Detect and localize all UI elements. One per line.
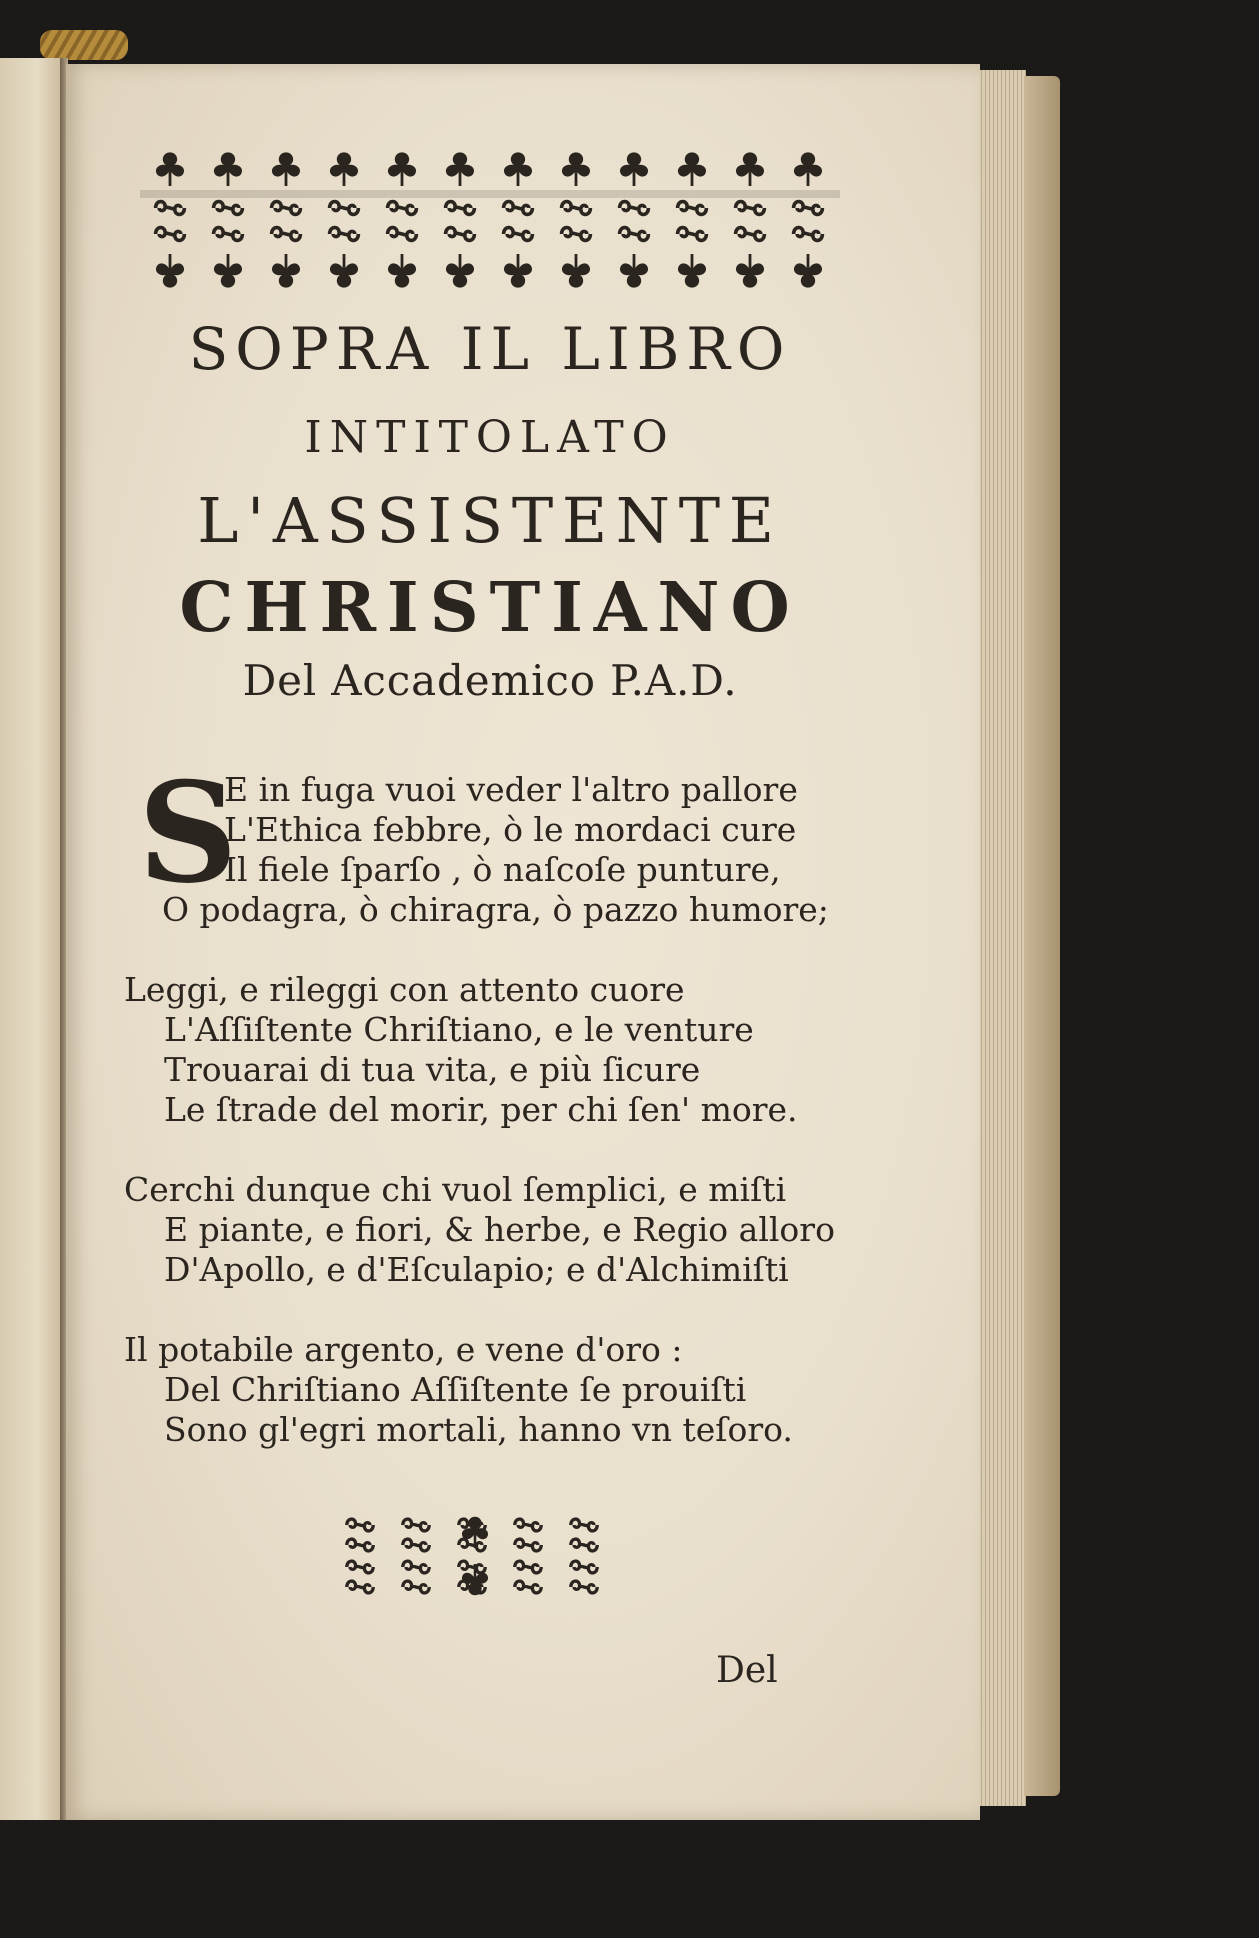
scroll-glyph [571, 1561, 597, 1573]
scroll-glyph [736, 228, 765, 241]
fleuron-glyph [330, 254, 358, 288]
left-page-edge [0, 58, 64, 1820]
fleuron-glyph [620, 254, 648, 288]
scroll-glyph [272, 202, 301, 215]
fleuron-glyph [794, 152, 822, 186]
fleuron-glyph [562, 254, 590, 288]
fleuron-glyph [562, 152, 590, 186]
scroll-glyph [571, 1581, 597, 1593]
scroll-glyph [678, 228, 707, 241]
verse-line: Trouarai di tua vita, e più ſicure [164, 1050, 701, 1089]
scroll-glyph [347, 1581, 373, 1593]
scroll-glyph [347, 1539, 373, 1551]
fleuron-glyph [504, 152, 532, 186]
scroll-glyph [515, 1581, 541, 1593]
fleuron-glyph [214, 254, 242, 288]
verse-line: Del Chriſtiano Aſſiſtente ſe prouiſti [164, 1370, 747, 1409]
scroll-glyph [156, 228, 185, 241]
page-block-edges [978, 70, 1026, 1806]
scroll-glyph [620, 202, 649, 215]
catchword: Del [716, 1650, 778, 1691]
scroll-glyph [459, 1561, 485, 1573]
scroll-glyph [459, 1539, 485, 1551]
fleuron-glyph [156, 254, 184, 288]
fleuron-glyph [678, 152, 706, 186]
scroll-glyph [156, 202, 185, 215]
verse-line: Le ſtrade del morir, per chi ſen' more. [164, 1090, 798, 1129]
scroll-glyph [515, 1519, 541, 1531]
scroll-glyph [620, 228, 649, 241]
verse-line: Leggi, e rileggi con attento cuore [124, 970, 685, 1009]
scroll-glyph [678, 202, 707, 215]
scroll-glyph [446, 202, 475, 215]
verse-line: Cerchi dunque chi vuol ſemplici, e miſti [124, 1170, 787, 1209]
verse-line: E in fuga vuoi veder l'altro pallore [224, 770, 798, 809]
verse-line: Il potabile argento, e vene d'oro : [124, 1330, 683, 1369]
fleuron-glyph [156, 152, 184, 186]
scroll-glyph [562, 228, 591, 241]
scroll-glyph [403, 1581, 429, 1593]
heading-line-3: L'ASSISTENTE [197, 484, 783, 557]
scroll-glyph [330, 228, 359, 241]
scroll-glyph [403, 1561, 429, 1573]
book-cover-edge [1024, 76, 1060, 1796]
scroll-glyph [214, 228, 243, 241]
drop-cap: S [138, 751, 238, 914]
scroll-glyph [403, 1539, 429, 1551]
fleuron-glyph [388, 152, 416, 186]
fleuron-glyph [388, 254, 416, 288]
scroll-glyph [272, 228, 301, 241]
scroll-glyph [794, 228, 823, 241]
fleuron-glyph [214, 152, 242, 186]
scroll-glyph [571, 1519, 597, 1531]
heading-line-5: Del Accademico P.A.D. [242, 656, 738, 705]
heading-line-4: CHRISTIANO [179, 568, 801, 648]
verse-line: D'Apollo, e d'Eſculapio; e d'Alchimiſti [164, 1250, 789, 1289]
fleuron-glyph [504, 254, 532, 288]
fleuron-glyph [272, 254, 300, 288]
fleuron-glyph [446, 152, 474, 186]
heading-line-1: SOPRA IL LIBRO [188, 315, 792, 383]
fleuron-glyph [794, 254, 822, 288]
verse-line: E piante, e fiori, & herbe, e Regio alloro [164, 1210, 835, 1249]
fleuron-glyph [446, 254, 474, 288]
fleuron-glyph [330, 152, 358, 186]
scroll-glyph [388, 202, 417, 215]
fleuron-glyph [736, 254, 764, 288]
fleuron-tailpiece-ornament [330, 1505, 620, 1605]
scroll-glyph [736, 202, 765, 215]
verse-line: Sono gl'egri mortali, hanno vn teſoro. [164, 1410, 793, 1449]
heading-line-2: INTITOLATO [304, 412, 676, 463]
fleuron-glyph [736, 152, 764, 186]
scroll-glyph [562, 202, 591, 215]
verse-line: L'Ethica febbre, ò le mordaci cure [224, 810, 797, 849]
scroll-glyph [504, 228, 533, 241]
fleuron-glyph [678, 254, 706, 288]
verse-line: L'Aſſiſtente Chriſtiano, e le venture [164, 1010, 754, 1049]
scroll-glyph [347, 1519, 373, 1531]
verse-line: Il fiele ſparſo , ò naſcoſe punture, [224, 850, 781, 889]
scroll-glyph [515, 1539, 541, 1551]
scroll-glyph [515, 1561, 541, 1573]
scroll-glyph [504, 202, 533, 215]
fleuron-glyph [620, 152, 648, 186]
scroll-glyph [214, 202, 243, 215]
page-content [120, 150, 860, 1710]
scroll-glyph [403, 1519, 429, 1531]
scroll-glyph [446, 228, 475, 241]
scroll-glyph [388, 228, 417, 241]
scroll-glyph [571, 1539, 597, 1551]
scroll-glyph [347, 1561, 373, 1573]
binding-thread [40, 30, 128, 60]
scroll-glyph [794, 202, 823, 215]
fleuron-glyph [272, 152, 300, 186]
verse-line: O podagra, ò chiragra, ò pazzo humore; [162, 890, 829, 929]
fleuron-band-ornament [140, 150, 840, 290]
scroll-glyph [330, 202, 359, 215]
